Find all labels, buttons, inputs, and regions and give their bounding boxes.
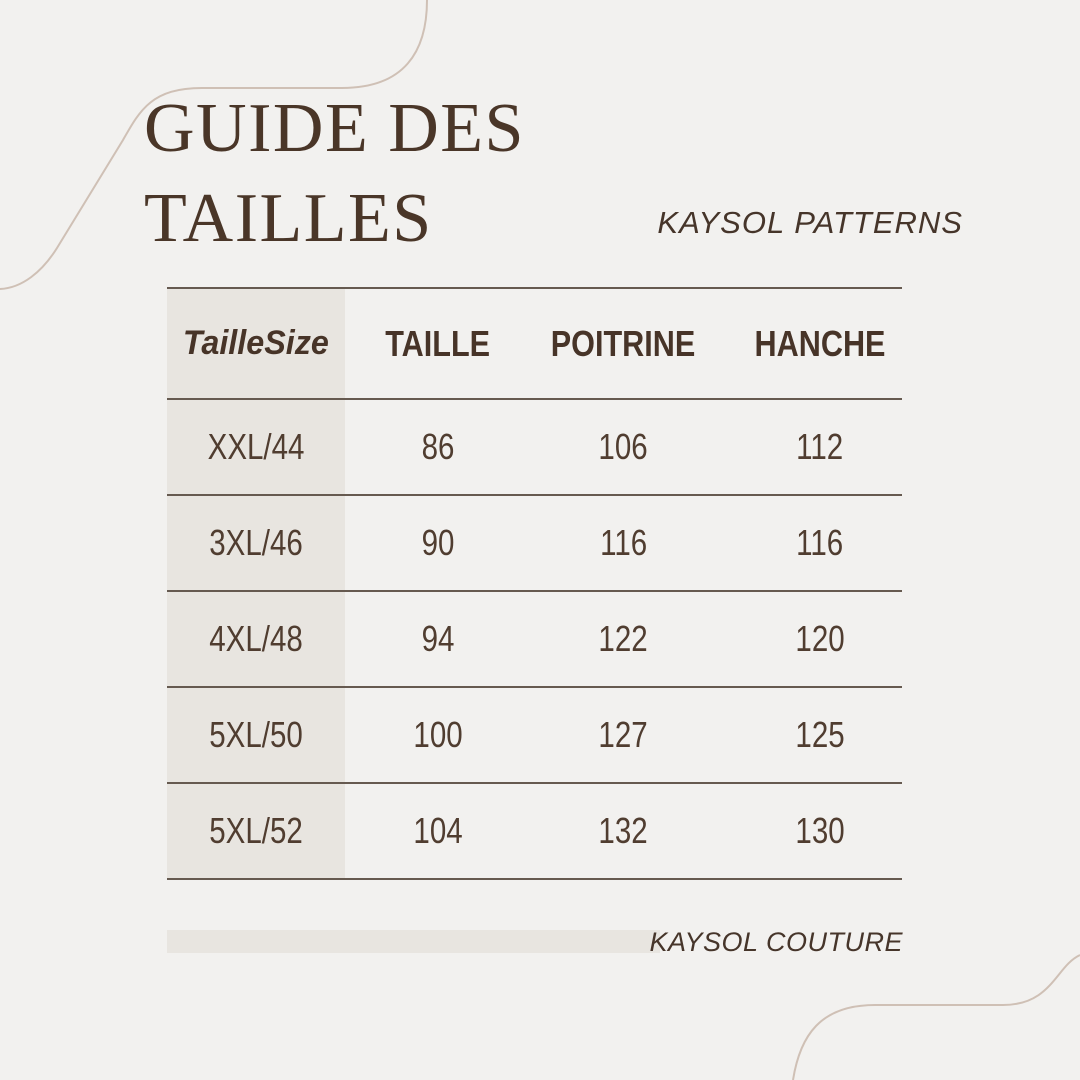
row-label: XXL/44: [167, 400, 345, 494]
table-row: [167, 592, 902, 688]
cell-taille: 86: [421, 426, 455, 467]
cell-hanche: 125: [795, 714, 845, 755]
page-title-line-2: TAILLES: [144, 180, 433, 257]
size-table: [167, 287, 902, 880]
table-row: [167, 400, 902, 496]
cell-poitrine: 127: [598, 714, 649, 755]
cell-taille: 100: [413, 714, 463, 755]
table-header-row: [167, 289, 902, 400]
cell-taille: 104: [413, 810, 463, 851]
table-row: [167, 496, 902, 592]
header-cell-hanche: HANCHE: [754, 322, 886, 364]
header-cell-size: TailleSize: [167, 289, 345, 398]
cell-hanche: 116: [796, 522, 844, 563]
decorative-curve-bottom-right: [793, 955, 1080, 1080]
header-cell-taille: TAILLE: [385, 322, 491, 364]
cell-hanche: 130: [795, 810, 845, 851]
header-cell-poitrine: POITRINE: [551, 322, 696, 364]
cell-hanche: 120: [795, 618, 845, 659]
page-title: [144, 84, 525, 264]
page-title-line-1: GUIDE DES: [144, 90, 525, 167]
cell-poitrine: 106: [598, 426, 649, 467]
cell-poitrine: 116: [599, 522, 648, 563]
cell-poitrine: 132: [598, 810, 649, 851]
table-row: [167, 688, 902, 784]
row-label: 4XL/48: [167, 592, 345, 686]
cell-taille: 90: [421, 522, 455, 563]
cell-poitrine: 122: [598, 618, 649, 659]
cell-hanche: 112: [796, 426, 844, 467]
brand-name-top: KAYSOL PATTERNS: [657, 205, 963, 240]
row-label: 5XL/50: [167, 688, 345, 782]
brand-name-bottom: KAYSOL COUTURE: [649, 927, 903, 957]
table-row: [167, 784, 902, 880]
cell-taille: 94: [421, 618, 455, 659]
row-label: 5XL/52: [167, 784, 345, 878]
row-label: 3XL/46: [167, 496, 345, 590]
